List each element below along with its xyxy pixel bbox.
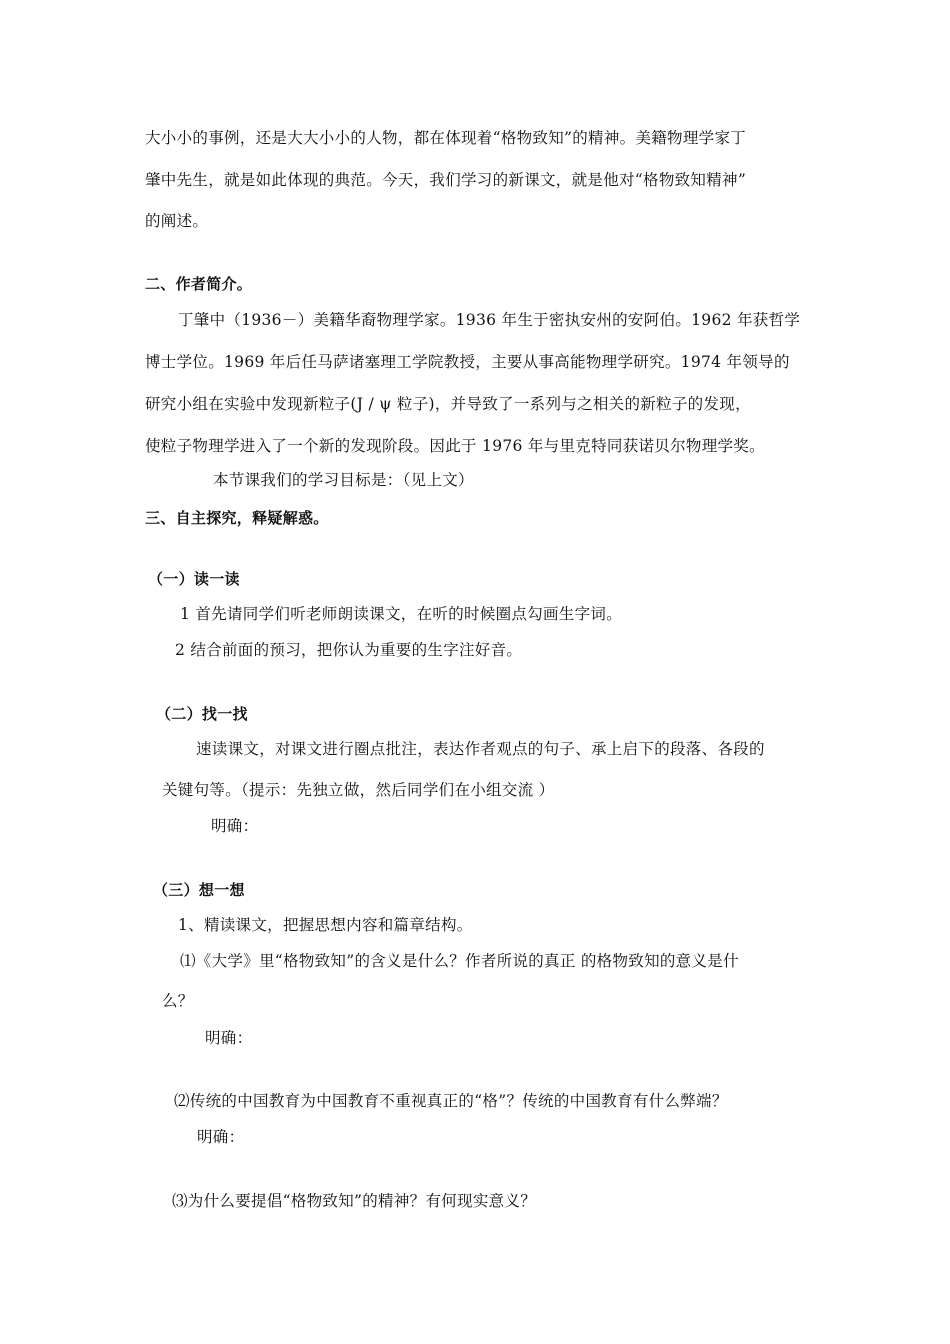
question-1-answer-label: 明确： xyxy=(205,1029,253,1047)
part-2-line-1: 速读课文，对课文进行圈点批注，表达作者观点的句子、承上启下的段落、各段的 xyxy=(196,740,765,758)
question-1-line-2: 么？ xyxy=(162,992,194,1010)
part-1-item-1: 1 首先请同学们听老师朗读课文，在听的时候圈点勾画生字词。 xyxy=(180,605,622,623)
part-2-heading: （二）找一找 xyxy=(156,705,248,723)
question-2: ⑵传统的中国教育为中国教育不重视真正的“格”？传统的中国教育有什么弊端？ xyxy=(174,1092,728,1110)
question-3: ⑶为什么要提倡“格物致知”的精神？有何现实意义？ xyxy=(172,1192,537,1210)
part-3-task: 1、精读课文，把握思想内容和篇章结构。 xyxy=(178,916,473,934)
intro-line-2: 肇中先生，就是如此体现的典范。今天，我们学习的新课文，就是他对“格物致知精神” xyxy=(145,171,747,189)
author-line-2: 博士学位。1969 年后任马萨诸塞理工学院教授，主要从事高能物理学研究。1974 年领导的 xyxy=(145,353,790,371)
intro-line-1: 大小小的事例，还是大大小小的人物，都在体现着“格物致知”的精神。美籍物理学家丁 xyxy=(145,129,747,147)
part-1-heading: （一）读一读 xyxy=(148,570,240,588)
part-3-heading: （三）想一想 xyxy=(153,881,245,899)
part-2-answer-label: 明确： xyxy=(211,817,259,835)
part-1-item-2: 2 结合前面的预习，把你认为重要的生字注好音。 xyxy=(175,641,523,659)
part-2-line-2: 关键句等。（提示：先独立做，然后同学们在小组交流 ） xyxy=(162,781,555,799)
intro-line-3: 的阐述。 xyxy=(145,212,209,230)
section-2-heading: 二、作者简介。 xyxy=(145,275,253,293)
author-line-1: 丁肇中（1936－）美籍华裔物理学家。1936 年生于密执安州的安阿伯。1962 年获哲学 xyxy=(178,311,801,329)
question-1-line-1: ⑴《大学》里“格物致知”的含义是什么？作者所说的真正 的格物致知的意义是什 xyxy=(180,952,739,970)
section-3-heading: 三、自主探究，释疑解惑。 xyxy=(145,509,329,527)
author-line-4: 使粒子物理学进入了一个新的发现阶段。因此于 1976 年与里克特同获诺贝尔物理学奖。 xyxy=(145,437,765,455)
learning-goal: 本节课我们的学习目标是：（见上文） xyxy=(213,471,474,489)
author-line-3: 研究小组在实验中发现新粒子(J / ψ 粒子)，并导致了一系列与之相关的新粒子的发现， xyxy=(145,395,751,413)
question-2-answer-label: 明确： xyxy=(197,1128,245,1146)
